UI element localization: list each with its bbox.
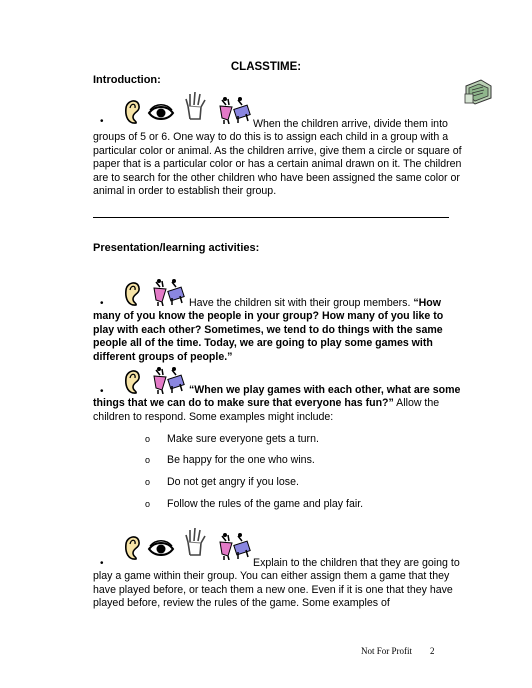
presentation-heading: Presentation/learning activities: — [93, 242, 260, 254]
list-item — [145, 433, 319, 445]
eye-icon — [147, 540, 175, 558]
list-item — [145, 476, 299, 488]
sub-bullet-marker: o — [145, 455, 151, 465]
bullet-marker: • — [100, 116, 104, 127]
list-item — [145, 498, 363, 510]
intro-paragraph: When the children arrive, divide them into groups of 5 or 6. One way to do this is to assign each child in a group with a particular color or animal. As the children arrive, give them a circle or square of paper that is a particular color or has a certain animal drawn on it. The children are to search for the other children who have been assigned the same color or animal in order to establish their group. — [93, 118, 462, 198]
classroom-clipart-icon — [463, 76, 495, 111]
bullet1-plain-text: Have the children sit with their group members. — [189, 297, 414, 309]
bullet2-quote: “When we play games with each other, what are some things that we can do to make sure that everyone has fun?” — [93, 384, 461, 410]
introduction-heading: Introduction: — [93, 74, 161, 86]
bullet3-paragraph: Explain to the children that they are going to play a game within their group. You can either assign them a game that they have played before, or teach them a new one. Even if it is one that they have played before, review the rules of the game. Some examples of — [93, 557, 460, 610]
section-divider — [93, 217, 449, 218]
page-number: 2 — [430, 646, 435, 656]
hand-icon — [184, 90, 206, 120]
bullet-marker: • — [100, 298, 104, 309]
list-item-text: Follow the rules of the game and play fair. — [167, 498, 364, 510]
page-footer — [361, 646, 435, 656]
list-item-text: Make sure everyone gets a turn. — [167, 433, 319, 445]
bullet1-paragraph — [93, 297, 465, 364]
hand-icon — [184, 526, 206, 556]
sub-bullet-marker: o — [145, 434, 151, 444]
bullet-marker: • — [100, 558, 104, 569]
list-item-text: Do not get angry if you lose. — [167, 476, 299, 488]
sub-bullet-marker: o — [145, 499, 151, 509]
body-kinesthetic-icon — [216, 532, 252, 560]
bullet-marker: • — [100, 386, 104, 397]
page-title: CLASSTIME: — [230, 61, 302, 73]
bullet2-paragraph — [93, 384, 465, 424]
sub-bullet-marker: o — [145, 477, 151, 487]
footer-text: Not For Profit — [361, 646, 413, 656]
list-item-text: Be happy for the one who wins. — [167, 454, 315, 466]
bullet2-plain-text: Allow the children to respond. Some examples might include: — [93, 397, 440, 423]
list-item — [145, 454, 315, 466]
bullet1-quote: “How many of you know the people in your group? How many of you like to play with each other? Sometimes, we tend to do things with the same people all of the time. Today, we are going to play some games with different groups of people.” — [93, 297, 444, 363]
